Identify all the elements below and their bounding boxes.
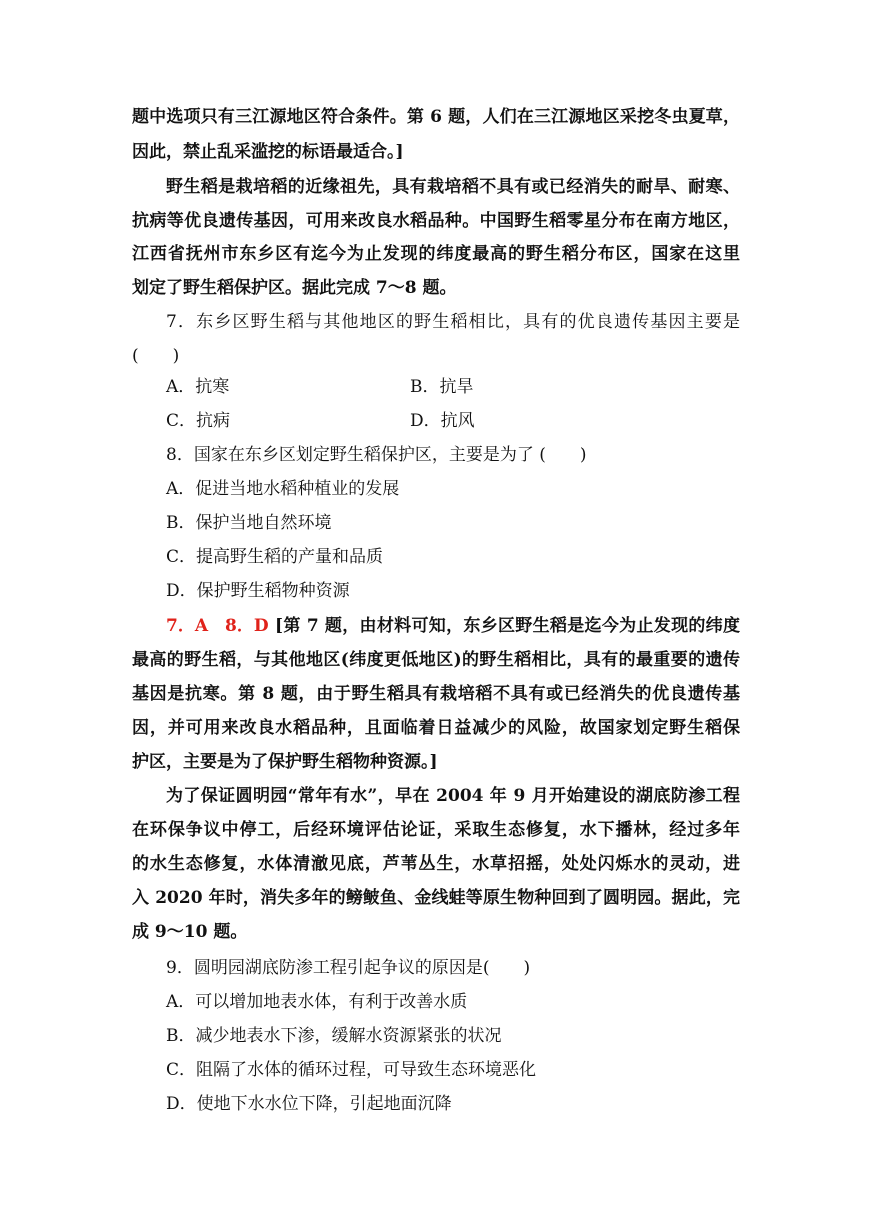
q8-option-d: D．保护野生稻物种资源 [166,581,350,601]
q7-stem: 7．东乡区野生稻与其他地区的野生稻相比，具有的优良遗传基因主要是 [166,312,740,332]
q8-stem: 8．国家在东乡区划定野生稻保护区，主要是为了 ( ) [166,445,587,465]
prev-answer-line-2: 因此，禁止乱采滥挖的标语最适合。] [132,142,404,162]
q8-option-c: C．提高野生稻的产量和品质 [166,547,384,567]
q9-option-c: C．阻隔了水体的循环过程，可导致生态环境恶化 [166,1060,537,1080]
answer-key-7-8: 7．A 8．D [166,616,269,636]
passage2-line-5: 成 9～10 题。 [132,922,248,942]
passage1-line-1: 野生稻是栽培稻的近缘祖先，具有栽培稻不具有或已经消失的耐旱、耐寒、 [166,177,740,197]
answer78-line-4: 因，并可用来改良水稻品种，且面临着日益减少的风险，故国家划定野生稻保 [132,718,740,738]
q7-option-c: C．抗病 [166,411,231,431]
passage2-line-3: 的水生态修复，水体清澈见底，芦苇丛生，水草招摇，处处闪烁水的灵动，进 [132,854,740,874]
q9-option-a: A．可以增加地表水体，有利于改善水质 [166,992,468,1012]
q9-stem: 9．圆明园湖底防渗工程引起争议的原因是( ) [166,958,531,978]
q7-option-d: D．抗风 [410,411,475,431]
q8-option-b: B．保护当地自然环境 [166,513,332,533]
passage2-line-1: 为了保证圆明园“常年有水”，早在 2004 年 9 月开始建设的湖底防渗工程 [166,786,740,806]
answer78-line-3: 基因是抗寒。第 8 题，由于野生稻具有栽培稻不具有或已经消失的优良遗传基 [132,684,740,704]
passage2-line-4: 入 2020 年时，消失多年的鳑鲏鱼、金线蛙等原生物种回到了圆明园。据此，完 [132,888,740,908]
q7-option-b: B．抗旱 [410,377,474,397]
q9-option-b: B．减少地表水下渗，缓解水资源紧张的状况 [166,1026,502,1046]
passage1-line-3: 江西省抚州市东乡区有迄今为止发现的纬度最高的野生稻分布区，国家在这里 [132,244,740,264]
answer78-line-2: 最高的野生稻，与其他地区(纬度更低地区)的野生稻相比，具有的最重要的遗传 [132,650,740,670]
answer78-line-5: 护区，主要是为了保护野生稻物种资源。] [132,752,438,772]
q9-option-d: D．使地下水水位下降，引起地面沉降 [166,1094,452,1114]
prev-answer-line-1: 题中选项只有三江源地区符合条件。第 6 题，人们在三江源地区采挖冬虫夏草， [132,107,740,127]
passage1-line-2: 抗病等优良遗传基因，可用来改良水稻品种。中国野生稻零星分布在南方地区， [132,211,740,231]
q7-answer-blank: ( ) [132,346,180,366]
q7-option-a: A．抗寒 [166,377,230,397]
passage1-line-4: 划定了野生稻保护区。据此完成 7～8 题。 [132,278,457,298]
q8-option-a: A．促进当地水稻种植业的发展 [166,479,400,499]
answer78-line-1: [第 7 题，由材料可知，东乡区野生稻是迄今为止发现的纬度 [275,616,740,636]
passage2-line-2: 在环保争议中停工，后经环境评估论证，采取生态修复，水下播林，经过多年 [132,820,740,840]
